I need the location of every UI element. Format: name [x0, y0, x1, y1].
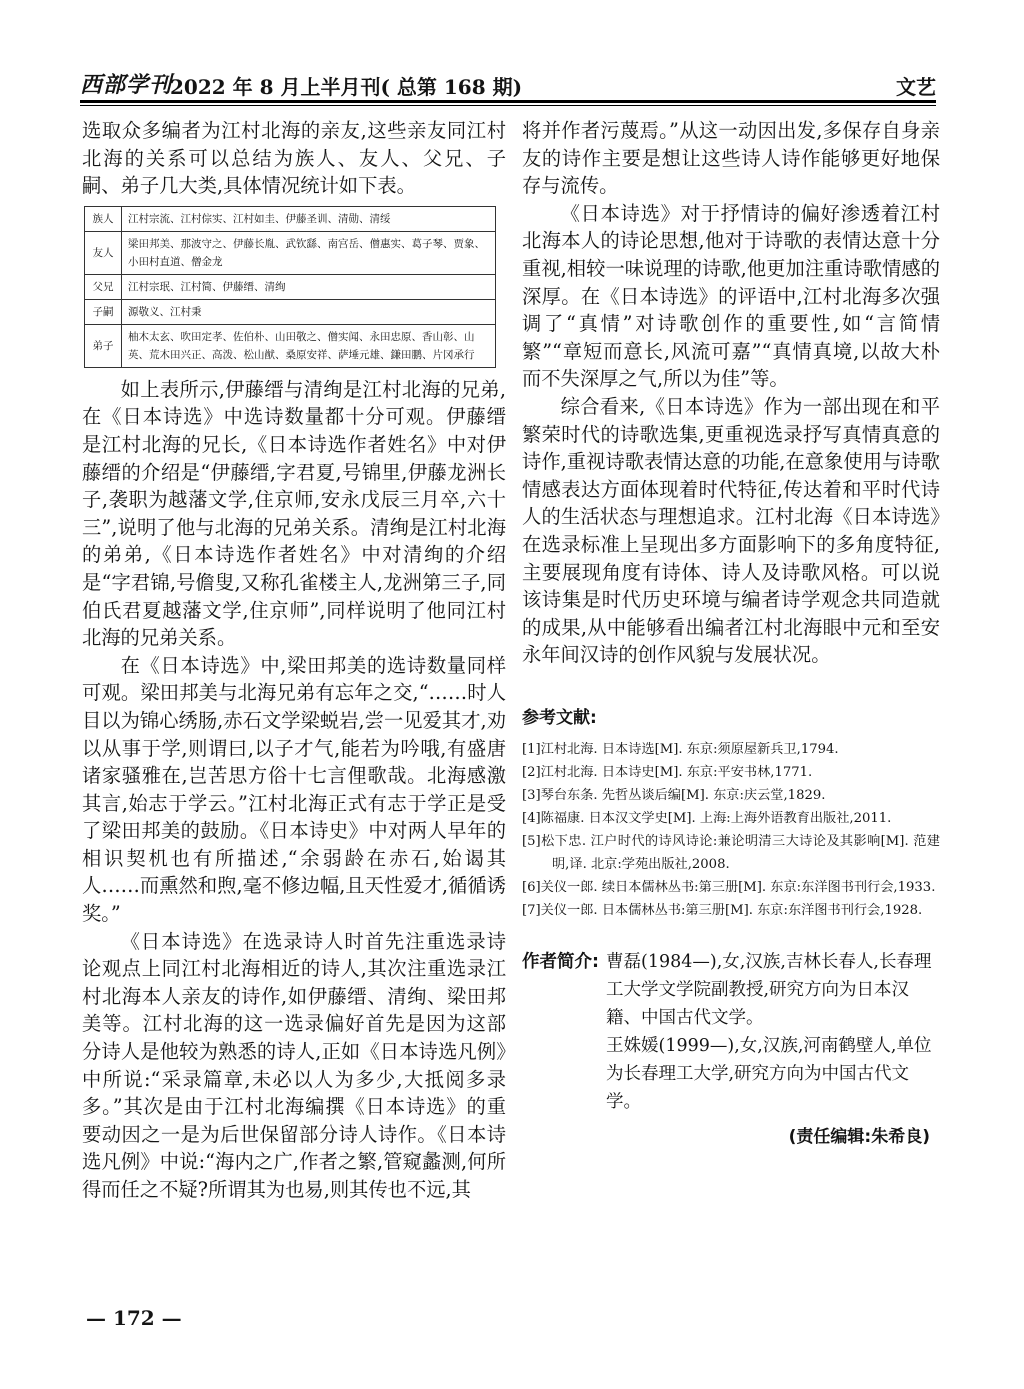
table-cell-category: 子嗣 [85, 299, 122, 324]
reference-item: [3]琴台东条. 先哲丛谈后编[M]. 东京:庆云堂,1829. [522, 787, 826, 803]
table-cell-category: 弟子 [85, 324, 122, 367]
table-cell-category: 族人 [85, 206, 122, 231]
reference-item: [6]关仪一郎. 续日本儒林丛书:第三册[M]. 东京:东洋图书刊行会,1933. [522, 879, 936, 895]
references-heading: 参考文献: [522, 707, 597, 728]
reference-item: [7]关仪一郎. 日本儒林丛书:第三册[M]. 东京:东洋图书刊行会,1928. [522, 902, 923, 918]
right-column [522, 117, 940, 1147]
table-cell-names: 梁田邦美、那波守之、伊藤长胤、武钦繇、南宫岳、僧惠实、葛子琴、贾象、小田村直道、僧金龙 [122, 231, 496, 274]
section-label: 文艺 [896, 75, 936, 99]
reference-item: [5]松下忠. 江户时代的诗风诗论:兼论明清三大诗论及其影响[M]. 范建明,译. 北京:学苑出版社,2008. [522, 833, 940, 872]
responsible-editor: (责任编辑:朱希良) [788, 1126, 930, 1147]
table-cell-names: 源敬义、江村秉 [122, 299, 496, 324]
reference-item: [2]江村北海. 日本诗史[M]. 东京:平安书林,1771. [522, 764, 813, 780]
journal-logo: 西部学刊 [80, 72, 173, 98]
table-row [85, 206, 496, 231]
table-cell-category: 父兄 [85, 274, 122, 299]
table-row [85, 299, 496, 324]
paragraph: 综合看来,《日本诗选》作为一部出现在和平繁荣时代的诗歌选集,更重视选录抒写真情真意的诗作,重视诗歌表情达意的功能,在意象使用与诗歌情感表达方面体现着时代特征,传达着和平时代诗人的生活状态与理想追求。江村北海《日本诗选》在选录标准上呈现出多方面影响下的多角度特征,主要展现角度有诗体、诗人及诗歌风格。可以说该诗集是时代历史环境与编者诗学观念共同造就的成果,从中能够看出编者江村北海眼中元和至安永年间汉诗的创作风貌与发展状况。 [522, 394, 940, 667]
table-cell-names: 江村宗珉、江村简、伊藤缙、清绚 [122, 274, 496, 299]
table-row [85, 231, 496, 274]
author-bio-1: 曹磊(1984—),女,汉族,吉林长春人,长春理工大学文学院副教授,研究方向为日本汉籍、中国古代文学。 [606, 951, 932, 1028]
page-header [80, 66, 936, 99]
left-column [82, 117, 506, 1204]
table-cell-category: 友人 [85, 231, 122, 274]
table-cell-names: 江村宗流、江村倧实、江村如圭、伊藤圣训、清勋、清绥 [122, 206, 496, 231]
issue-info: 2022 年 8 月上半月刊( 总第 168 期) [170, 75, 523, 99]
page-number: — 172 — [86, 1306, 182, 1330]
relations-table [84, 206, 496, 368]
paragraph: 选取众多编者为江村北海的亲友,这些亲友同江村北海的关系可以总结为族人、友人、父兄、子嗣、弟子几大类,具体情况统计如下表。 [82, 119, 506, 198]
header-rule-thin [80, 105, 936, 106]
paragraph: 在《日本诗选》中,梁田邦美的选诗数量同样可观。梁田邦美与北海兄弟有忘年之交,“……时人目以为锦心绣肠,赤石文学梁蜕岩,尝一见爱其才,劝以从事于学,则谓曰,以子才气,能若为吟哦,有盛唐诸家骚雅在,岂苦思方俗十七言俚歌哉。北海感激其言,始志于学云。”江村北海正式有志于学正是受了梁田邦美的鼓励。《日本诗史》中对两人早年的相识契机也有所描述,“余弱龄在赤石,始谒其人……而熏然和煦,毫不修边幅,且天性爱才,循循诱奖。” [82, 653, 506, 926]
reference-item: [4]陈福康. 日本汉文学史[M]. 上海:上海外语教育出版社,2011. [522, 810, 892, 826]
author-bio-label: 作者简介: [522, 951, 599, 972]
author-bio-2: 王姝媛(1999—),女,汉族,河南鹤壁人,单位为长春理工大学,研究方向为中国古代文学。 [606, 1035, 932, 1112]
author-bio [522, 948, 940, 1116]
paragraph: 如上表所示,伊藤缙与清绚是江村北海的兄弟,在《日本诗选》中选诗数量都十分可观。伊藤缙是江村北海的兄长,《日本诗选作者姓名》中对伊藤缙的介绍是“伊藤缙,字君夏,号锦里,伊藤龙洲长子,袭职为越藩文学,住京师,安永戊辰三月卒,六十三”,说明了他与北海的兄弟关系。清绚是江村北海的弟弟,《日本诗选作者姓名》中对清绚的介绍是“字君锦,号儋叟,又称孔雀楼主人,龙洲第三子,同伯氏君夏越藩文学,住京师”,同样说明了他同江村北海的兄弟关系。 [82, 377, 506, 650]
paragraph: 《日本诗选》对于抒情诗的偏好渗透着江村北海本人的诗论思想,他对于诗歌的表情达意十分重视,相较一味说理的诗歌,他更加注重诗歌情感的深厚。在《日本诗选》的评语中,江村北海多次强调了“真情”对诗歌创作的重要性,如“言简情繁”“章短而意长,风流可嘉”“真情真境,以故大朴而不失深厚之气,所以为佳”等。 [522, 201, 940, 391]
paragraph: 将并作者污蔑焉。”从这一动因出发,多保存自身亲友的诗作主要是想让这些诗人诗作能够更好地保存与流传。 [522, 119, 940, 198]
paragraph: 《日本诗选》在选录诗人时首先注重选录诗论观点上同江村北海相近的诗人,其次注重选录江村北海本人亲友的诗作,如伊藤缙、清绚、梁田邦美等。江村北海的这一选录偏好首先是因为这部分诗人是他较为熟悉的诗人,正如《日本诗选凡例》中所说:“采录篇章,未必以人为多少,大抵阅多录多。”其次是由于江村北海编撰《日本诗选》的重要动因之一是为后世保留部分诗人诗作。《日本诗选凡例》中说:“海内之广,作者之繁,管窥蠡测,何所得而任之不疑?所谓其为也易,则其传也不远,其 [82, 929, 506, 1201]
table-cell-names: 柚木太玄、吹田定孝、佐伯朴、山田敬之、僧实闻、永田忠原、香山彰、山英、荒木田兴正、高泼、松山猷、桑原安祥、萨埵元雄、鎌田鹏、片冈承行 [122, 324, 496, 367]
table-row [85, 324, 496, 367]
header-rule-thick [80, 100, 936, 103]
reference-item: [1]江村北海. 日本诗选[M]. 东京:须原屋新兵卫,1794. [522, 741, 839, 757]
table-row [85, 274, 496, 299]
